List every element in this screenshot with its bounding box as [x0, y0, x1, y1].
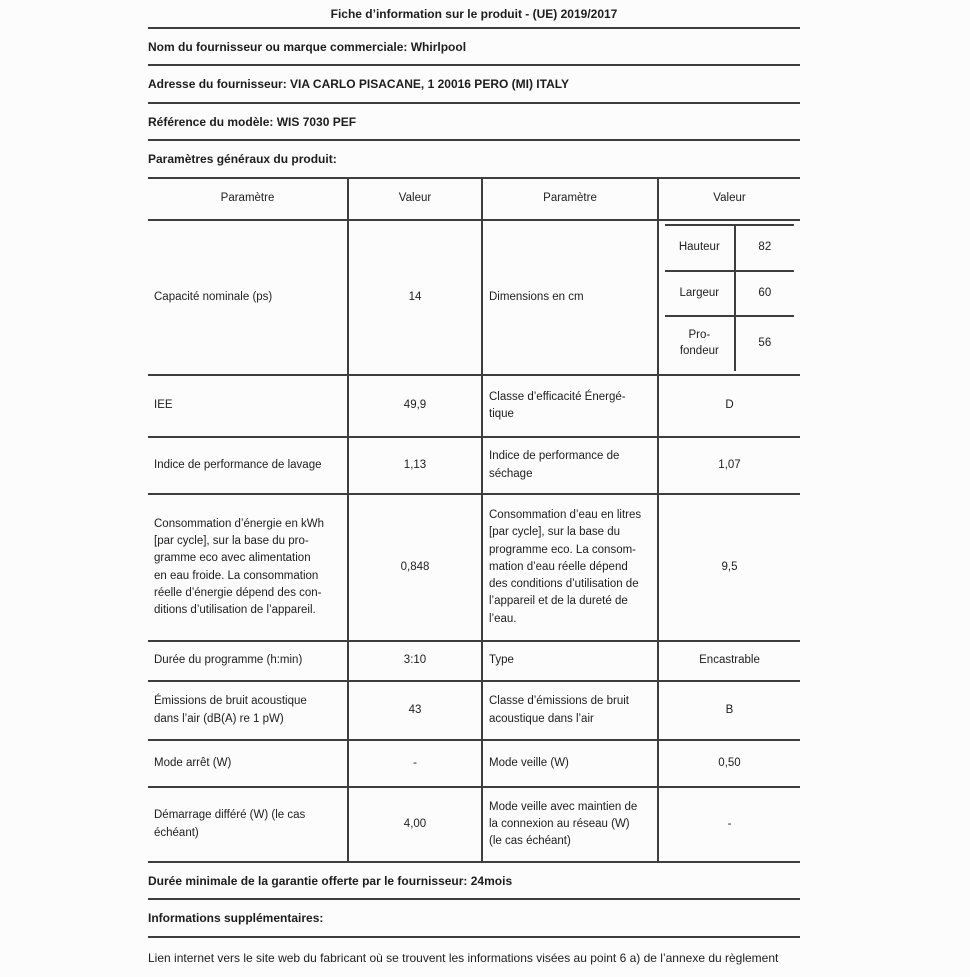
param-cell: Indice de performance de séchage — [482, 437, 658, 494]
value-cell: 9,5 — [658, 494, 800, 641]
value-cell: B — [658, 681, 800, 740]
value-cell: - — [658, 787, 800, 862]
param-cell: Classe d’émissions de bruit acoustique dans l’air — [482, 681, 658, 740]
table-row-consumption — [148, 494, 800, 641]
general-parameters-table — [148, 177, 800, 863]
warranty-field: Durée minimale de la garantie offerte par le fournisseur: 24mois — [148, 873, 513, 888]
param-cell: Type — [482, 641, 658, 681]
param-cell: Indice de performance de lavage — [148, 437, 348, 494]
table-row-off-standby — [148, 740, 800, 787]
dimension-value: 56 — [735, 316, 794, 371]
model-reference-field: Référence du modèle: WIS 7030 PEF — [148, 114, 357, 129]
product-information-sheet — [148, 0, 800, 977]
dimension-row-width — [665, 271, 794, 316]
table-row-delayed-start-network — [148, 787, 800, 862]
dimensions-subtable — [665, 224, 794, 371]
table-row-noise — [148, 681, 800, 740]
param-cell: Consommation d’énergie en kWh [par cycle], sur la base du pro- gramme eco avec alimentation en eau froide. La consommation réelle d’énergie dépend des con- ditions d’utilisation de l’appareil. — [148, 494, 348, 641]
table-row-duration-type — [148, 641, 800, 681]
value-cell: 3:10 — [348, 641, 482, 681]
manufacturer-link-text: Lien internet vers le site web du fabricant où se trouvent les informations visées au point 6 a) de l’annexe du règlement — [148, 950, 779, 965]
dimensions-subtable-cell — [658, 220, 800, 375]
table-header-row — [148, 178, 800, 220]
general-parameters-heading: Paramètres généraux du produit: — [148, 152, 337, 166]
value-cell: 0,848 — [348, 494, 482, 641]
param-cell: Mode arrêt (W) — [148, 740, 348, 787]
value-cell: D — [658, 375, 800, 437]
param-cell: IEE — [148, 375, 348, 437]
param-cell: Classe d’efficacité Énergé- tique — [482, 375, 658, 437]
dimension-value: 60 — [735, 271, 794, 316]
value-cell: 4,00 — [348, 787, 482, 862]
param-cell: Dimensions en cm — [482, 220, 658, 375]
additional-info-heading: Informations supplémentaires: — [148, 911, 324, 925]
param-cell: Consommation d’eau en litres [par cycle], sur la base du programme eco. La consom- mation d’eau réelle dépend des conditions d’utilisation de l’appareil et de la dureté de l’eau. — [482, 494, 658, 641]
value-cell: 1,07 — [658, 437, 800, 494]
param-cell: Durée du programme (h:min) — [148, 641, 348, 681]
page-title: Fiche d’information sur le produit - (UE) 2019/2017 — [330, 6, 618, 21]
param-cell: Émissions de bruit acoustique dans l’air (dB(A) re 1 pW) — [148, 681, 348, 740]
dimension-value: 82 — [735, 225, 794, 271]
supplier-name-field: Nom du fournisseur ou marque commerciale: Whirlpool — [148, 39, 467, 54]
table-row-performance-indexes — [148, 437, 800, 494]
dimension-label: Hauteur — [665, 225, 735, 271]
param-cell: Mode veille avec maintien de la connexion au réseau (W) (le cas échéant) — [482, 787, 658, 862]
value-cell: 14 — [348, 220, 482, 375]
param-cell: Capacité nominale (ps) — [148, 220, 348, 375]
supplier-address-field: Adresse du fournisseur: VIA CARLO PISACANE, 1 20016 PERO (MI) ITALY — [148, 77, 569, 91]
table-row-iee-energy-class — [148, 375, 800, 437]
column-header-parametre-left: Paramètre — [220, 192, 275, 205]
value-cell: - — [348, 740, 482, 787]
param-cell: Mode veille (W) — [482, 740, 658, 787]
table-row-capacity-dimensions — [148, 220, 800, 375]
dimension-row-height — [665, 225, 794, 271]
param-cell: Démarrage différé (W) (le cas échéant) — [148, 787, 348, 862]
value-cell: Encastrable — [658, 641, 800, 681]
value-cell: 1,13 — [348, 437, 482, 494]
column-header-valeur-right: Valeur — [658, 178, 800, 220]
column-header-parametre-right: Paramètre — [482, 178, 658, 220]
dimension-row-depth — [665, 316, 794, 371]
value-cell: 49,9 — [348, 375, 482, 437]
value-cell: 0,50 — [658, 740, 800, 787]
value-cell: 43 — [348, 681, 482, 740]
dimension-label: Pro- fondeur — [665, 316, 735, 371]
dimension-label: Largeur — [665, 271, 735, 316]
column-header-valeur-left: Valeur — [348, 178, 482, 220]
